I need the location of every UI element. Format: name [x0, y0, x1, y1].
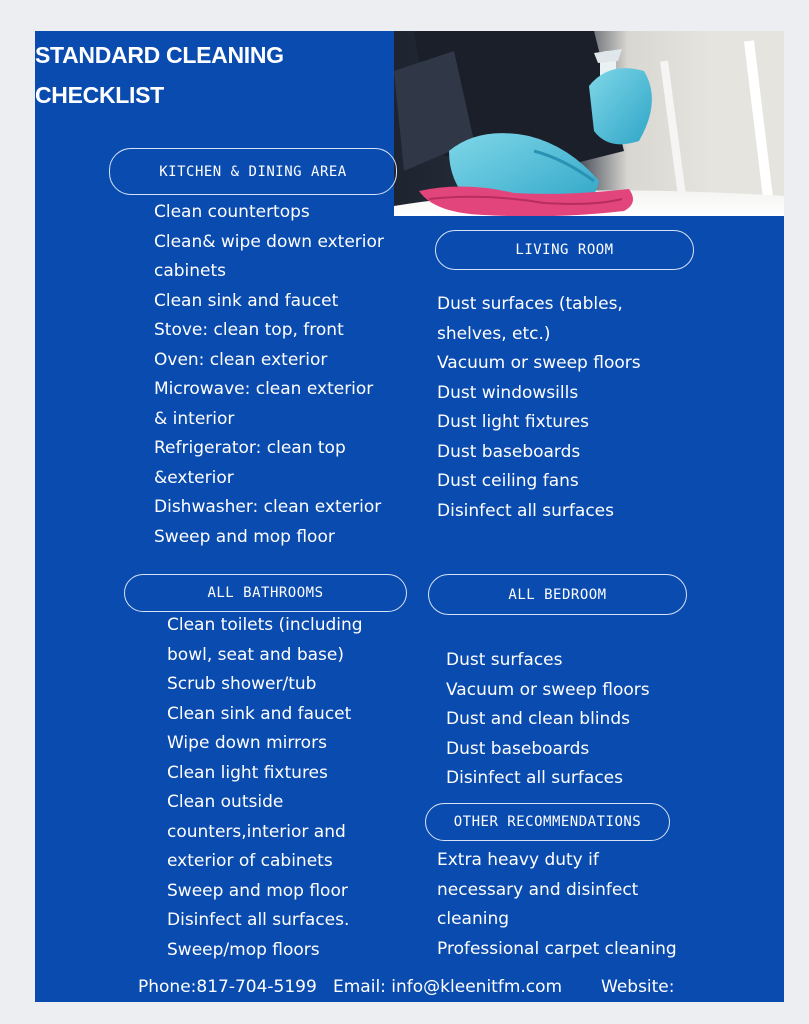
list-item: Oven: clean exterior: [154, 349, 328, 370]
list-item: Sweep and mop floor: [154, 526, 335, 547]
list-item: Dust baseboards: [446, 738, 590, 759]
bedroom-checklist: [446, 646, 650, 794]
bedroom-section-heading: ALL BEDROOM: [428, 574, 687, 615]
list-item: exterior of cabinets: [167, 851, 333, 871]
list-item: necessary and disinfect: [437, 879, 639, 900]
list-item: Scrub shower/tub: [167, 674, 317, 694]
list-item: Dust surfaces (tables,: [437, 294, 623, 314]
list-item: Dust ceiling fans: [437, 471, 579, 491]
list-item: Clean toilets (including: [167, 615, 363, 635]
list-item: Clean& wipe down exterior: [154, 231, 384, 252]
list-item: Dishwasher: clean exterior: [154, 497, 382, 517]
list-item: Professional carpet cleaning: [437, 938, 677, 959]
list-item: Dust windowsills: [437, 382, 579, 403]
list-item: Disinfect all surfaces.: [167, 910, 350, 930]
list-item: Sweep/mop floors: [167, 939, 320, 960]
bathrooms-section-heading: ALL BATHROOMS: [124, 574, 407, 612]
list-item: Vacuum or sweep floors: [446, 679, 650, 700]
list-item: cabinets: [154, 261, 227, 281]
footer-website: Website:: [601, 977, 675, 997]
page-title-line-2: CHECKLIST: [35, 82, 164, 108]
list-item: counters,interior and: [167, 821, 346, 842]
checklist-page: [35, 31, 784, 1002]
list-item: Extra heavy duty if: [437, 850, 599, 870]
gloved-hand-cleaning-photo: [394, 31, 784, 216]
bathrooms-checklist: [167, 611, 363, 965]
living-room-checklist: [437, 290, 641, 526]
list-item: Dust light fixtures: [437, 412, 590, 432]
list-item: Disinfect all surfaces: [437, 500, 614, 521]
list-item: Disinfect all surfaces: [446, 768, 623, 788]
list-item: Dust and clean blinds: [446, 709, 630, 729]
other-recommendations-list: [437, 846, 677, 964]
footer-email: Email: info@kleenitfm.com: [333, 977, 563, 997]
page-title: [35, 35, 284, 115]
list-item: bowl, seat and base): [167, 644, 344, 665]
list-item: Clean light fixtures: [167, 762, 328, 783]
list-item: Dust baseboards: [437, 441, 581, 462]
page-title-line-1: STANDARD CLEANING: [35, 42, 284, 68]
list-item: Clean sink and faucet: [167, 703, 352, 724]
other-recommendations-heading: OTHER RECOMMENDATIONS: [425, 803, 670, 841]
living-room-section-heading: LIVING ROOM: [435, 230, 694, 270]
kitchen-checklist: [154, 198, 384, 552]
list-item: Vacuum or sweep floors: [437, 353, 641, 373]
list-item: Microwave: clean exterior: [154, 379, 374, 399]
kitchen-section-heading: KITCHEN & DINING AREA: [109, 148, 397, 195]
list-item: & interior: [154, 408, 235, 429]
list-item: Clean outside: [167, 792, 284, 812]
list-item: Wipe down mirrors: [167, 733, 327, 753]
list-item: Sweep and mop floor: [167, 880, 348, 901]
footer-phone: Phone:817-704-5199: [138, 977, 317, 997]
list-item: &exterior: [154, 467, 234, 488]
list-item: Clean sink and faucet: [154, 290, 339, 311]
list-item: Clean countertops: [154, 202, 310, 222]
list-item: shelves, etc.): [437, 323, 551, 344]
list-item: Dust surfaces: [446, 650, 563, 670]
list-item: cleaning: [437, 909, 510, 929]
list-item: Refrigerator: clean top: [154, 438, 346, 458]
list-item: Stove: clean top, front: [154, 320, 344, 340]
